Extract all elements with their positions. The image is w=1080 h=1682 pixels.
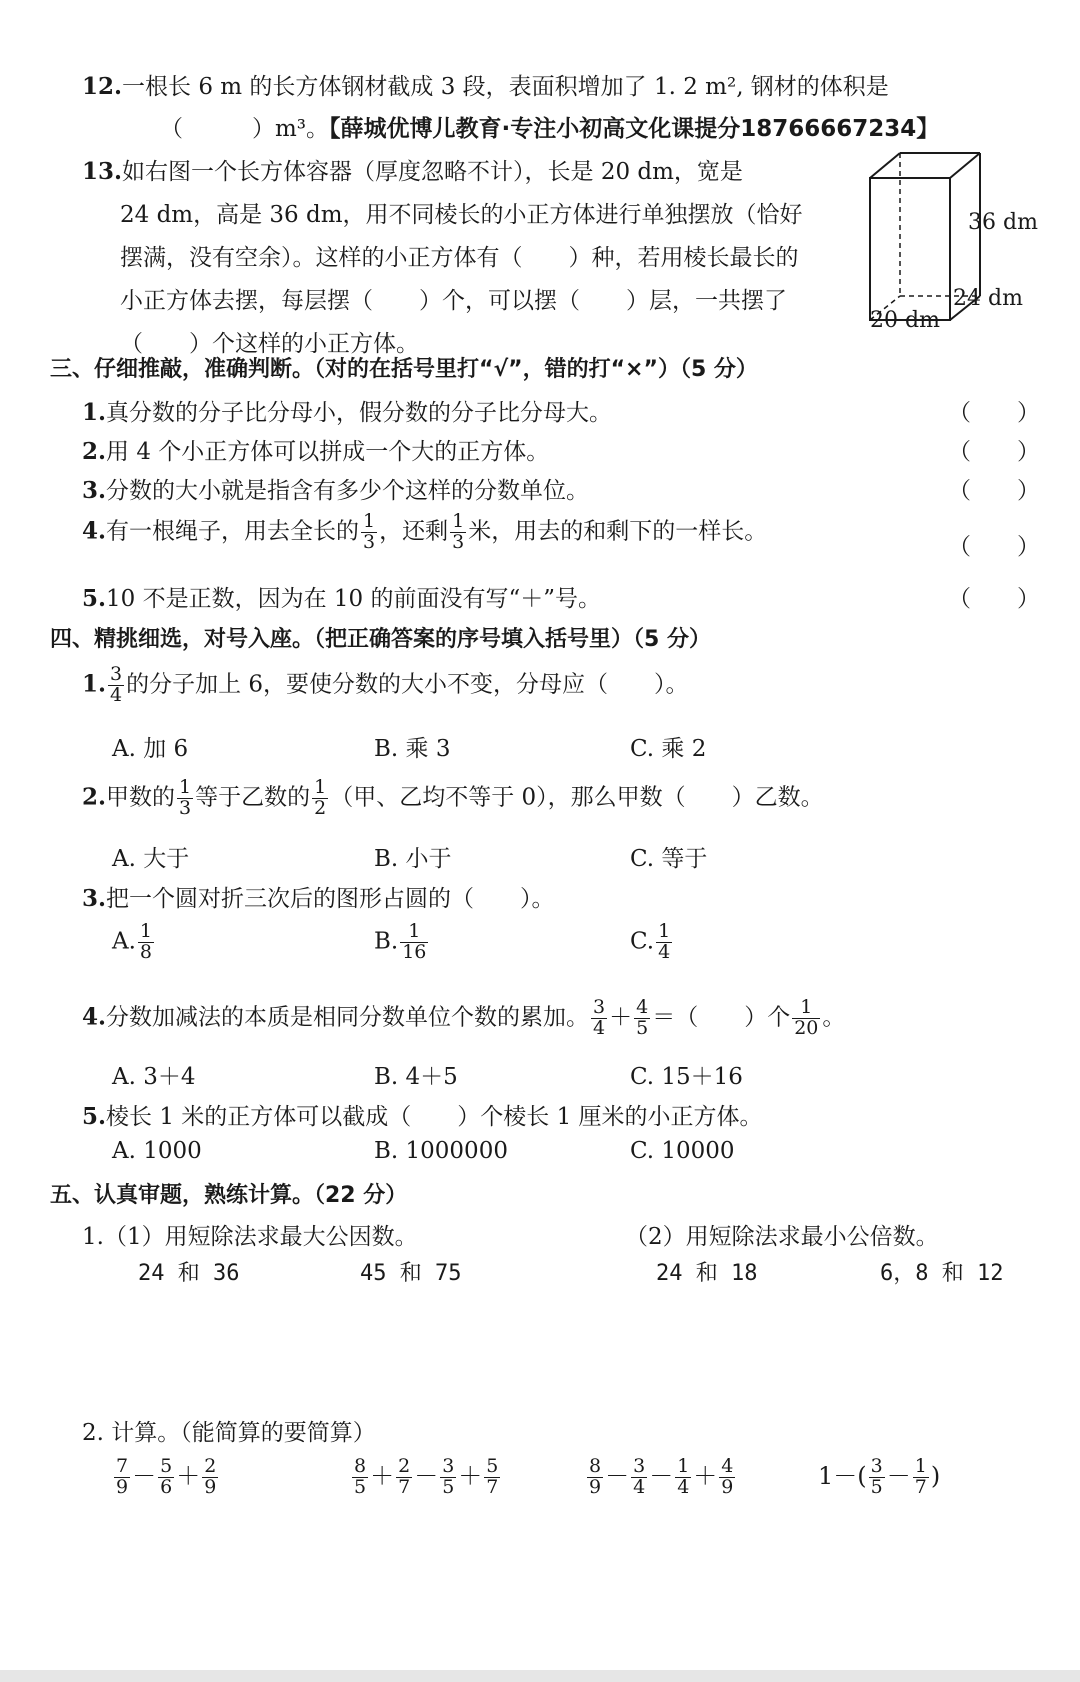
expr-1: $\frac{7}{9}$ － $\frac{5}{6}$ ＋ $\frac{2}{9}$ bbox=[116, 1455, 217, 1498]
s3-item-2: 2.用 4 个小正方体可以拼成一个大的正方体。 bbox=[82, 438, 550, 465]
s3-item-4: 4.有一根绳子，用去全长的 $\frac{1}{3}$ ，还剩 $\frac{1}{3}$ 米，用去的和剩下的一样长。 bbox=[82, 510, 768, 553]
cuboid-front-face bbox=[870, 178, 950, 320]
s4-q3-option-b[interactable]: B. $\frac{1}{16}$ bbox=[374, 920, 427, 963]
s3-item-1: 1.真分数的分子比分母小，假分数的分子比分母大。 bbox=[82, 399, 613, 426]
s3-item-3: 3.分数的大小就是指含有多少个这样的分数单位。 bbox=[82, 477, 590, 504]
s4-q2: 2.甲数的 $\frac{1}{3}$ 等于乙数的 $\frac{1}{2}$ （甲、乙均不等于 0），那么甲数（ ）乙数。 bbox=[82, 776, 824, 819]
fraction: $\frac{1}{2}$ bbox=[314, 776, 327, 819]
s5-q1-lcm: （2）用短除法求最小公倍数。 bbox=[625, 1224, 939, 1250]
expr-2: $\frac{8}{5}$ ＋ $\frac{2}{7}$ － $\frac{3}{5}$ ＋ $\frac{5}{7}$ bbox=[354, 1455, 499, 1498]
s4-q5-option-b[interactable]: B. 1000000 bbox=[374, 1138, 508, 1164]
q13-line3: 摆满，没有空余）。这样的小正方体有（ ）种，若用棱长最长的 bbox=[120, 245, 799, 271]
q13-line2: 24 dm，高是 36 dm，用不同棱长的小正方体进行单独摆放（恰好 bbox=[120, 202, 803, 228]
q12-line2: （ ）m³。【薛城优博儿教育·专注小初高文化课提分18766667234】 bbox=[160, 116, 940, 142]
section4-title: 四、精挑细选，对号入座。（把正确答案的序号填入括号里）（5 分） bbox=[50, 627, 711, 652]
s4-q5-option-c[interactable]: C. 10000 bbox=[630, 1138, 735, 1164]
s5-q1-gcd: 1.（1）用短除法求最大公因数。 bbox=[82, 1224, 418, 1250]
s4-q3: 3.把一个圆对折三次后的图形占圆的（ ）。 bbox=[82, 885, 555, 912]
fraction: $\frac{1}{3}$ bbox=[452, 510, 465, 553]
s4-q5: 5.棱长 1 米的正方体可以截成（ ）个棱长 1 厘米的小正方体。 bbox=[82, 1103, 763, 1130]
s4-q1: 1. $\frac{3}{4}$ 的分子加上 6，要使分数的大小不变，分母应（ ）。 bbox=[82, 663, 689, 706]
page-edge bbox=[0, 1670, 1080, 1682]
fraction: $\frac{1}{3}$ bbox=[363, 510, 376, 553]
s4-q2-option-c[interactable]: C. 等于 bbox=[630, 846, 708, 872]
s4-q1-option-a[interactable]: A. 加 6 bbox=[112, 736, 189, 762]
s4-q3-option-a[interactable]: A. $\frac{1}{8}$ bbox=[112, 920, 153, 963]
s4-q1-option-c[interactable]: C. 乘 2 bbox=[630, 736, 707, 762]
s3-answer-4[interactable]: （ ） bbox=[948, 534, 1040, 560]
s4-q5-option-a[interactable]: A. 1000 bbox=[112, 1138, 202, 1164]
section5-title: 五、认真审题，熟练计算。（22 分） bbox=[50, 1183, 408, 1208]
fraction: $\frac{3}{4}$ bbox=[593, 996, 606, 1039]
s3-answer-1[interactable]: （ ） bbox=[948, 400, 1040, 426]
q12-number: 12. bbox=[82, 73, 123, 100]
pair-1: 24 和 36 bbox=[138, 1261, 240, 1286]
s4-q4-option-a[interactable]: A. 3＋4 bbox=[112, 1064, 196, 1090]
fraction: $\frac{1}{3}$ bbox=[179, 776, 192, 819]
q12-line1: 12.一根长 6 m 的长方体钢材截成 3 段，表面积增加了 1. 2 m², 钢材的体积是 bbox=[82, 73, 889, 100]
pair-3: 24 和 18 bbox=[656, 1261, 758, 1286]
s4-q3-option-c[interactable]: C. $\frac{1}{4}$ bbox=[630, 920, 671, 963]
fraction: $\frac{1}{8}$ bbox=[139, 920, 153, 963]
fig-height-label: 36 dm bbox=[968, 210, 1038, 235]
s4-q1-option-b[interactable]: B. 乘 3 bbox=[374, 736, 451, 762]
q13-line5: （ ）个这样的小正方体。 bbox=[120, 331, 419, 357]
fraction: $\frac{3}{4}$ bbox=[110, 663, 123, 706]
s3-answer-5[interactable]: （ ） bbox=[948, 586, 1040, 612]
expr-4: 1－( $\frac{3}{5}$ － $\frac{1}{7}$ ) bbox=[818, 1455, 941, 1498]
fraction: $\frac{1}{4}$ bbox=[658, 920, 671, 963]
s4-q4-option-c[interactable]: C. 15＋16 bbox=[630, 1064, 743, 1090]
s3-answer-2[interactable]: （ ） bbox=[948, 439, 1040, 465]
s4-q2-option-b[interactable]: B. 小于 bbox=[374, 846, 452, 872]
section3-title: 三、仔细推敲，准确判断。（对的在括号里打“√”，错的打“×”）（5 分） bbox=[50, 357, 758, 382]
s5-q2: 2. 计算。（能简算的要简算） bbox=[82, 1420, 376, 1446]
fig-length-label: 20 dm bbox=[870, 308, 940, 333]
s4-q2-option-a[interactable]: A. 大于 bbox=[112, 846, 190, 872]
expr-3: $\frac{8}{9}$ － $\frac{3}{4}$ － $\frac{1}{4}$ ＋ $\frac{4}{9}$ bbox=[589, 1455, 734, 1498]
fig-width-label: 24 dm bbox=[953, 286, 1023, 311]
fraction: $\frac{1}{16}$ bbox=[402, 920, 427, 963]
fraction: $\frac{4}{5}$ bbox=[636, 996, 649, 1039]
pair-2: 45 和 75 bbox=[360, 1261, 462, 1286]
s4-q4: 4.分数加减法的本质是相同分数单位个数的累加。 $\frac{3}{4}$ ＋ $\frac{4}{5}$ ＝（ ）个 $\frac{1}{20}$ 。 bbox=[82, 996, 846, 1039]
pair-4: 6，8 和 12 bbox=[880, 1261, 1004, 1286]
q13-line4: 小正方体去摆，每层摆（ ）个，可以摆（ ）层，一共摆了 bbox=[120, 288, 787, 314]
q13-line1: 13.如右图一个长方体容器（厚度忽略不计），长是 20 dm，宽是 bbox=[82, 158, 743, 185]
s3-answer-3[interactable]: （ ） bbox=[948, 478, 1040, 504]
fraction: $\frac{1}{20}$ bbox=[794, 996, 819, 1039]
s4-q4-option-b[interactable]: B. 4＋5 bbox=[374, 1064, 458, 1090]
q12-ad: 【薛城优博儿教育·专注小初高文化课提分18766667234】 bbox=[329, 116, 940, 142]
s3-item-5: 5.10 不是正数，因为在 10 的前面没有写“＋”号。 bbox=[82, 585, 601, 612]
